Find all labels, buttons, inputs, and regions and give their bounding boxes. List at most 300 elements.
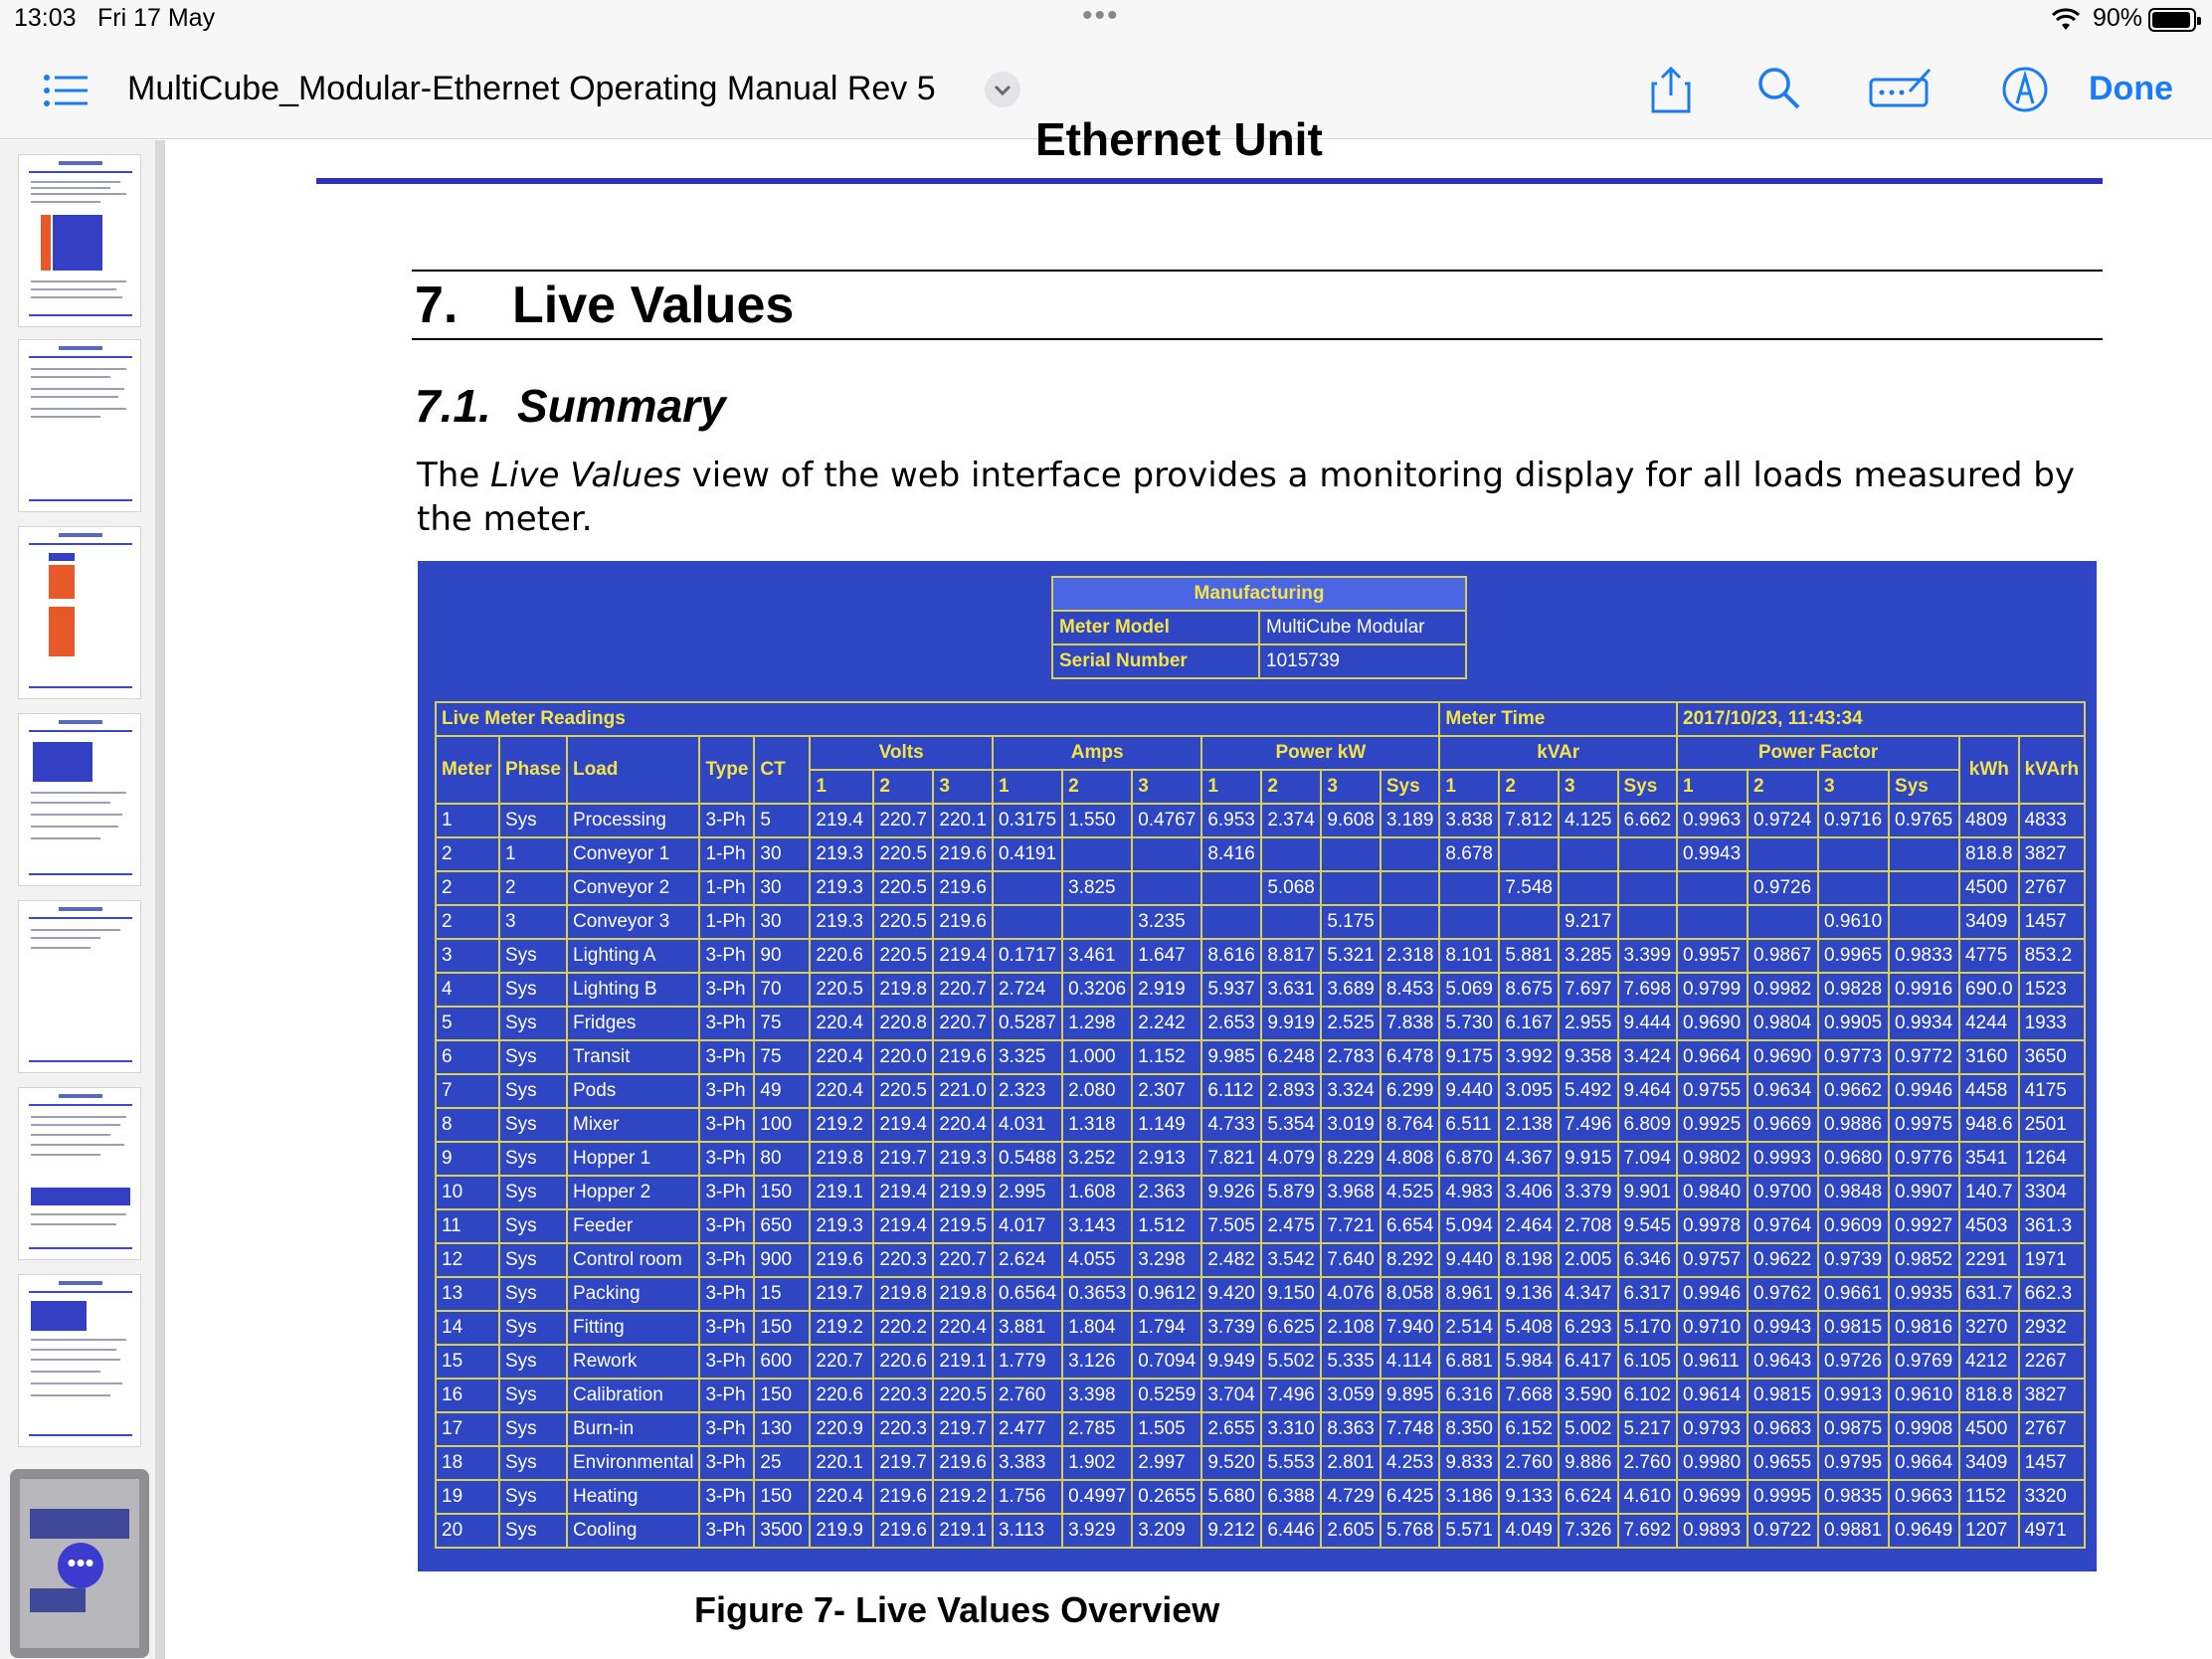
battery-percent: 90% (2093, 4, 2143, 32)
table-cell: 0.9925 (1677, 1108, 1748, 1142)
table-cell: 690.0 (1959, 973, 2019, 1007)
table-cell: 0.9610 (1818, 905, 1889, 939)
table-cell: 0.5287 (993, 1007, 1062, 1040)
table-cell: 1207 (1959, 1514, 2019, 1548)
page-thumbnail[interactable] (18, 713, 141, 886)
table-row (436, 1514, 2085, 1548)
table-cell: 1971 (2019, 1243, 2086, 1277)
table-cell: 5 (436, 1007, 499, 1040)
table-cell: 1.794 (1132, 1311, 1201, 1345)
table-cell: 14 (436, 1311, 499, 1345)
table-cell: 0.9927 (1889, 1209, 1959, 1243)
meter-info-value: 1015739 (1259, 645, 1466, 678)
table-cell: 6.654 (1381, 1209, 1440, 1243)
table-row (436, 1176, 2085, 1209)
table-cell: 219.2 (810, 1311, 873, 1345)
pen-icon[interactable] (2001, 66, 2049, 118)
table-cell: 2.919 (1132, 973, 1201, 1007)
table-cell (1201, 871, 1261, 905)
table-cell: 2267 (2019, 1345, 2086, 1379)
table-cell (1381, 837, 1440, 871)
table-cell: 4.049 (1499, 1514, 1559, 1548)
table-cell: 3.929 (1062, 1514, 1132, 1548)
table-cell: 3-Ph (699, 1311, 754, 1345)
table-cell: 2.080 (1062, 1074, 1132, 1108)
table-cell: 3.298 (1132, 1243, 1201, 1277)
table-cell (1381, 871, 1440, 905)
table-cell: 0.9886 (1818, 1108, 1889, 1142)
table-cell: Hopper 2 (567, 1176, 699, 1209)
table-cell: 3.631 (1261, 973, 1321, 1007)
col-subheader: 3 (1321, 770, 1381, 804)
table-cell: 3-Ph (699, 804, 754, 837)
table-cell: 30 (754, 871, 810, 905)
table-cell: 75 (754, 1040, 810, 1074)
table-row (436, 1446, 2085, 1480)
table-cell: 219.2 (933, 1480, 993, 1514)
table-cell: 0.9722 (1748, 1514, 1818, 1548)
table-cell: 219.9 (933, 1176, 993, 1209)
table-cell (1062, 905, 1132, 939)
table-cell: 3541 (1959, 1142, 2019, 1176)
table-cell: 2.307 (1132, 1074, 1201, 1108)
table-cell: 219.4 (933, 939, 993, 973)
table-cell: 6.299 (1381, 1074, 1440, 1108)
table-cell: 1-Ph (699, 871, 754, 905)
section-rule-bottom (412, 338, 2103, 340)
table-cell (1201, 905, 1261, 939)
thumbnail-sidebar[interactable] (0, 140, 165, 1659)
table-row (436, 939, 2085, 973)
more-icon[interactable]: ••• (58, 1543, 103, 1588)
table-cell: 900 (754, 1243, 810, 1277)
table-cell: 18 (436, 1446, 499, 1480)
table-cell: 5 (754, 804, 810, 837)
table-cell: 5.002 (1559, 1412, 1618, 1446)
table-cell: 3.825 (1062, 871, 1132, 905)
table-cell: 0.3206 (1062, 973, 1132, 1007)
col-subheader: 3 (1818, 770, 1889, 804)
table-row (436, 1007, 2085, 1040)
table-cell: 6.293 (1559, 1311, 1618, 1345)
table-cell: 3.968 (1321, 1176, 1381, 1209)
table-cell: 9.895 (1381, 1379, 1440, 1412)
table-cell: 5.068 (1261, 871, 1321, 905)
document-title[interactable]: MultiCube_Modular-Ethernet Operating Manual Rev 5 (127, 70, 936, 107)
page-thumbnail[interactable] (18, 526, 141, 699)
col-header-phase: Phase (499, 736, 567, 804)
table-cell: 0.9764 (1748, 1209, 1818, 1243)
table-cell: 220.5 (873, 871, 933, 905)
col-header-ct: CT (754, 736, 810, 804)
table-cell: 6.870 (1439, 1142, 1499, 1176)
table-cell: 15 (436, 1345, 499, 1379)
table-cell: 4809 (1959, 804, 2019, 837)
table-cell: 3.424 (1618, 1040, 1678, 1074)
table-cell: 4503 (1959, 1209, 2019, 1243)
status-time: 13:03 (14, 4, 77, 32)
table-cell: 6.511 (1439, 1108, 1499, 1142)
table-cell: 4500 (1959, 1412, 2019, 1446)
table-cell: 1933 (2019, 1007, 2086, 1040)
table-row (436, 1277, 2085, 1311)
table-cell: 5.335 (1321, 1345, 1381, 1379)
table-cell: 8.058 (1381, 1277, 1440, 1311)
page-thumbnail[interactable] (18, 339, 141, 512)
table-cell: Transit (567, 1040, 699, 1074)
table-cell: Sys (499, 973, 567, 1007)
table-cell: 3.838 (1439, 804, 1499, 837)
table-cell: 0.9815 (1818, 1311, 1889, 1345)
col-header-meter: Meter (436, 736, 499, 804)
table-cell: 0.9762 (1748, 1277, 1818, 1311)
table-cell: 0.9795 (1818, 1446, 1889, 1480)
table-cell: 0.9907 (1889, 1176, 1959, 1209)
live-readings-title: Live Meter Readings (436, 702, 1439, 736)
table-cell: Hopper 1 (567, 1142, 699, 1176)
page-thumbnail[interactable] (18, 900, 141, 1073)
status-date: Fri 17 May (97, 4, 216, 32)
done-button[interactable]: Done (2089, 70, 2173, 107)
table-cell: 0.9957 (1677, 939, 1748, 973)
table-cell: 4.729 (1321, 1480, 1381, 1514)
table-cell: 220.3 (873, 1412, 933, 1446)
table-cell: 2.514 (1439, 1311, 1499, 1345)
table-cell (1889, 905, 1959, 939)
table-cell: 0.9916 (1889, 973, 1959, 1007)
table-cell (1381, 905, 1440, 939)
table-cell: 0.9724 (1748, 804, 1818, 837)
table-cell: 6.881 (1439, 1345, 1499, 1379)
col-subheader: Sys (1381, 770, 1440, 804)
table-cell: 2.624 (993, 1243, 1062, 1277)
table-cell: Sys (499, 1480, 567, 1514)
table-cell: 219.1 (810, 1176, 873, 1209)
table-cell: Sys (499, 1446, 567, 1480)
table-cell: 219.6 (933, 1040, 993, 1074)
table-cell: 0.9664 (1889, 1446, 1959, 1480)
chevron-down-icon[interactable] (985, 72, 1020, 107)
table-cell: 4971 (2019, 1514, 2086, 1548)
section-rule-top (412, 270, 2103, 272)
table-cell: 0.9802 (1677, 1142, 1748, 1176)
table-cell: 0.9995 (1748, 1480, 1818, 1514)
table-cell: 1.647 (1132, 939, 1201, 973)
table-cell: 0.9680 (1818, 1142, 1889, 1176)
table-cell (1439, 905, 1499, 939)
meter-info-table (1051, 576, 1467, 679)
table-cell: 219.6 (933, 905, 993, 939)
table-cell: 0.9934 (1889, 1007, 1959, 1040)
table-cell: Control room (567, 1243, 699, 1277)
table-cell: Calibration (567, 1379, 699, 1412)
table-cell: 0.2655 (1132, 1480, 1201, 1514)
table-cell: 219.7 (810, 1277, 873, 1311)
table-cell: 4.808 (1381, 1142, 1440, 1176)
table-cell: 9.915 (1559, 1142, 1618, 1176)
table-cell: 4458 (1959, 1074, 2019, 1108)
table-cell: 0.9943 (1748, 1311, 1818, 1345)
table-cell: 220.1 (933, 804, 993, 837)
table-cell: 0.9776 (1889, 1142, 1959, 1176)
table-cell: 219.4 (873, 1209, 933, 1243)
table-cell: 220.5 (810, 973, 873, 1007)
table-row (436, 1480, 2085, 1514)
table-cell (1559, 871, 1618, 905)
table-cell: 3.704 (1201, 1379, 1261, 1412)
table-cell: 6.167 (1499, 1007, 1559, 1040)
table-cell: 2.785 (1062, 1412, 1132, 1446)
table-cell: 3.126 (1062, 1345, 1132, 1379)
table-cell: Sys (499, 1243, 567, 1277)
table-cell: 4500 (1959, 871, 2019, 905)
table-cell: 4.125 (1559, 804, 1618, 837)
table-cell: 8.416 (1201, 837, 1261, 871)
table-cell: 219.6 (933, 871, 993, 905)
table-cell: 3.399 (1618, 939, 1678, 973)
table-cell: 0.9690 (1748, 1040, 1818, 1074)
table-cell: 5.094 (1439, 1209, 1499, 1243)
table-cell: 3.689 (1321, 973, 1381, 1007)
table-cell: 220.6 (810, 1379, 873, 1412)
table-cell: 220.6 (810, 939, 873, 973)
table-cell: 3 (499, 905, 567, 939)
table-cell: 5.937 (1201, 973, 1261, 1007)
table-cell: 0.9816 (1889, 1311, 1959, 1345)
table-cell: 7.698 (1618, 973, 1678, 1007)
table-cell: 0.9893 (1677, 1514, 1748, 1548)
table-cell: 4.031 (993, 1108, 1062, 1142)
table-cell: 631.7 (1959, 1277, 2019, 1311)
table-cell: 9.545 (1618, 1209, 1678, 1243)
table-cell: 0.9669 (1748, 1108, 1818, 1142)
table-cell: Lighting A (567, 939, 699, 973)
table-cell: 3-Ph (699, 1277, 754, 1311)
multitasking-handle[interactable]: ••• (1082, 0, 1120, 32)
table-cell: 5.321 (1321, 939, 1381, 973)
table-cell: 7.821 (1201, 1142, 1261, 1176)
table-cell: 3-Ph (699, 1446, 754, 1480)
table-cell: 3409 (1959, 905, 2019, 939)
table-cell: 2.464 (1499, 1209, 1559, 1243)
col-subheader: 1 (810, 770, 873, 804)
table-cell: 2.363 (1132, 1176, 1201, 1209)
table-cell: 2932 (2019, 1311, 2086, 1345)
table-cell: 2.955 (1559, 1007, 1618, 1040)
table-cell: 9.464 (1618, 1074, 1678, 1108)
search-icon[interactable] (1756, 66, 1802, 116)
table-cell: 1.318 (1062, 1108, 1132, 1142)
meter-time-label: Meter Time (1439, 702, 1677, 736)
table-cell: 0.5488 (993, 1142, 1062, 1176)
table-cell: 1-Ph (699, 837, 754, 871)
table-cell: 219.2 (810, 1108, 873, 1142)
table-cell: 7.505 (1201, 1209, 1261, 1243)
table-cell: 30 (754, 837, 810, 871)
table-cell: 4833 (2019, 804, 2086, 837)
table-cell: 7.812 (1499, 804, 1559, 837)
table-cell: 219.8 (933, 1277, 993, 1311)
table-cell: 6.152 (1499, 1412, 1559, 1446)
table-cell: 3.252 (1062, 1142, 1132, 1176)
table-cell: 1.512 (1132, 1209, 1201, 1243)
table-cell: 220.7 (933, 1243, 993, 1277)
page-thumbnail[interactable] (18, 1087, 141, 1260)
table-cell: 0.9943 (1677, 837, 1748, 871)
table-cell: Sys (499, 1514, 567, 1548)
table-row (436, 837, 2085, 871)
table-cell: 8.675 (1499, 973, 1559, 1007)
col-header-amps: Amps (993, 736, 1201, 770)
col-subheader: 2 (1261, 770, 1321, 804)
table-cell (1261, 905, 1321, 939)
table-cell: 2.318 (1381, 939, 1440, 973)
table-cell: 3-Ph (699, 1514, 754, 1548)
table-cell: 6.388 (1261, 1480, 1321, 1514)
table-cell: 0.9867 (1748, 939, 1818, 973)
table-cell: 5.553 (1261, 1446, 1321, 1480)
table-cell: 220.3 (873, 1243, 933, 1277)
table-row (436, 804, 2085, 837)
table-cell: 3.739 (1201, 1311, 1261, 1345)
table-cell: 3.324 (1321, 1074, 1381, 1108)
table-cell: 5.680 (1201, 1480, 1261, 1514)
table-cell: 25 (754, 1446, 810, 1480)
table-cell: 3.285 (1559, 939, 1618, 973)
table-cell: 3-Ph (699, 1209, 754, 1243)
table-cell: 1.608 (1062, 1176, 1132, 1209)
table-cell: Sys (499, 1007, 567, 1040)
table-cell: 7.640 (1321, 1243, 1381, 1277)
table-cell: 0.9611 (1677, 1345, 1748, 1379)
col-subheader: Sys (1618, 770, 1678, 804)
table-cell: 0.9614 (1677, 1379, 1748, 1412)
share-icon[interactable] (1649, 66, 1693, 118)
table-cell: 4.114 (1381, 1345, 1440, 1379)
table-cell: 8.229 (1321, 1142, 1381, 1176)
table-cell: 5.571 (1439, 1514, 1499, 1548)
meter-info-value: MultiCube Modular (1259, 611, 1466, 645)
table-cell: 220.4 (933, 1311, 993, 1345)
table-cell: 0.9965 (1818, 939, 1889, 973)
table-cell: 361.3 (2019, 1209, 2086, 1243)
table-cell: 2.605 (1321, 1514, 1381, 1548)
table-cell: Sys (499, 939, 567, 973)
table-cell: 0.6564 (993, 1277, 1062, 1311)
table-cell: 0.9662 (1818, 1074, 1889, 1108)
table-cell (1618, 837, 1678, 871)
table-cell: 3409 (1959, 1446, 2019, 1480)
table-cell: 8.101 (1439, 939, 1499, 973)
table-cell: 3-Ph (699, 1040, 754, 1074)
table-cell: 219.1 (933, 1514, 993, 1548)
table-cell: 7.692 (1618, 1514, 1678, 1548)
list-icon[interactable] (44, 74, 88, 112)
table-cell: 0.9699 (1677, 1480, 1748, 1514)
table-cell: 70 (754, 973, 810, 1007)
table-cell: 150 (754, 1176, 810, 1209)
table-cell: Packing (567, 1277, 699, 1311)
table-cell: 5.170 (1618, 1311, 1678, 1345)
table-cell: 3-Ph (699, 1176, 754, 1209)
table-row (436, 1412, 2085, 1446)
table-cell: 2501 (2019, 1108, 2086, 1142)
table-cell: 6.953 (1201, 804, 1261, 837)
table-cell: 0.7094 (1132, 1345, 1201, 1379)
meter-info-label: Meter Model (1052, 611, 1259, 645)
table-cell: 2.760 (993, 1379, 1062, 1412)
table-cell: 6.662 (1618, 804, 1678, 837)
table-cell: 9.608 (1321, 804, 1381, 837)
table-cell: 2.477 (993, 1412, 1062, 1446)
table-cell: 0.9963 (1677, 804, 1748, 837)
table-cell: 8.764 (1381, 1108, 1440, 1142)
table-cell: 1.298 (1062, 1007, 1132, 1040)
table-cell: 220.4 (810, 1040, 873, 1074)
table-cell: Conveyor 2 (567, 871, 699, 905)
table-cell: 0.9726 (1748, 871, 1818, 905)
table-cell: 3827 (2019, 837, 2086, 871)
table-cell: 3.383 (993, 1446, 1062, 1480)
table-cell: 6.317 (1618, 1277, 1678, 1311)
page-thumbnail[interactable] (18, 1274, 141, 1447)
table-cell: 12 (436, 1243, 499, 1277)
table-cell (1818, 871, 1889, 905)
table-cell: 8.616 (1201, 939, 1261, 973)
table-cell: 220.4 (810, 1007, 873, 1040)
table-cell: 220.5 (933, 1379, 993, 1412)
table-cell: 2767 (2019, 871, 2086, 905)
table-cell: 3650 (2019, 1040, 2086, 1074)
table-cell: 220.5 (873, 905, 933, 939)
markup-icon[interactable] (1868, 66, 1934, 114)
table-cell (1677, 871, 1748, 905)
table-cell: 219.6 (873, 1514, 933, 1548)
table-cell: 2.995 (993, 1176, 1062, 1209)
table-cell: 1.804 (1062, 1311, 1132, 1345)
section-title: Live Values (512, 276, 795, 334)
table-cell: Sys (499, 1311, 567, 1345)
table-cell: 8.453 (1381, 973, 1440, 1007)
table-cell: 9.212 (1201, 1514, 1261, 1548)
table-cell: 2.893 (1261, 1074, 1321, 1108)
status-bar (0, 0, 2212, 40)
table-cell: 4.367 (1499, 1142, 1559, 1176)
table-cell: 1264 (2019, 1142, 2086, 1176)
table-cell: 49 (754, 1074, 810, 1108)
table-cell: 17 (436, 1412, 499, 1446)
col-header-power-kw: Power kW (1201, 736, 1439, 770)
table-cell: 219.3 (810, 905, 873, 939)
page-thumbnail[interactable] (18, 154, 141, 327)
table-cell: 4.076 (1321, 1277, 1381, 1311)
table-cell: 9.520 (1201, 1446, 1261, 1480)
table-cell: 3-Ph (699, 1345, 754, 1379)
table-cell: 818.8 (1959, 837, 2019, 871)
table-cell: 219.3 (933, 1142, 993, 1176)
table-cell: 1457 (2019, 905, 2086, 939)
table-row (436, 905, 2085, 939)
table-cell: 220.9 (810, 1412, 873, 1446)
table-cell: Sys (499, 1345, 567, 1379)
table-cell: 3-Ph (699, 939, 754, 973)
table-cell: 221.0 (933, 1074, 993, 1108)
col-subheader: 2 (1748, 770, 1818, 804)
table-cell: 9.420 (1201, 1277, 1261, 1311)
table-row (436, 1142, 2085, 1176)
table-cell: 4.055 (1062, 1243, 1132, 1277)
table-cell: Sys (499, 1277, 567, 1311)
